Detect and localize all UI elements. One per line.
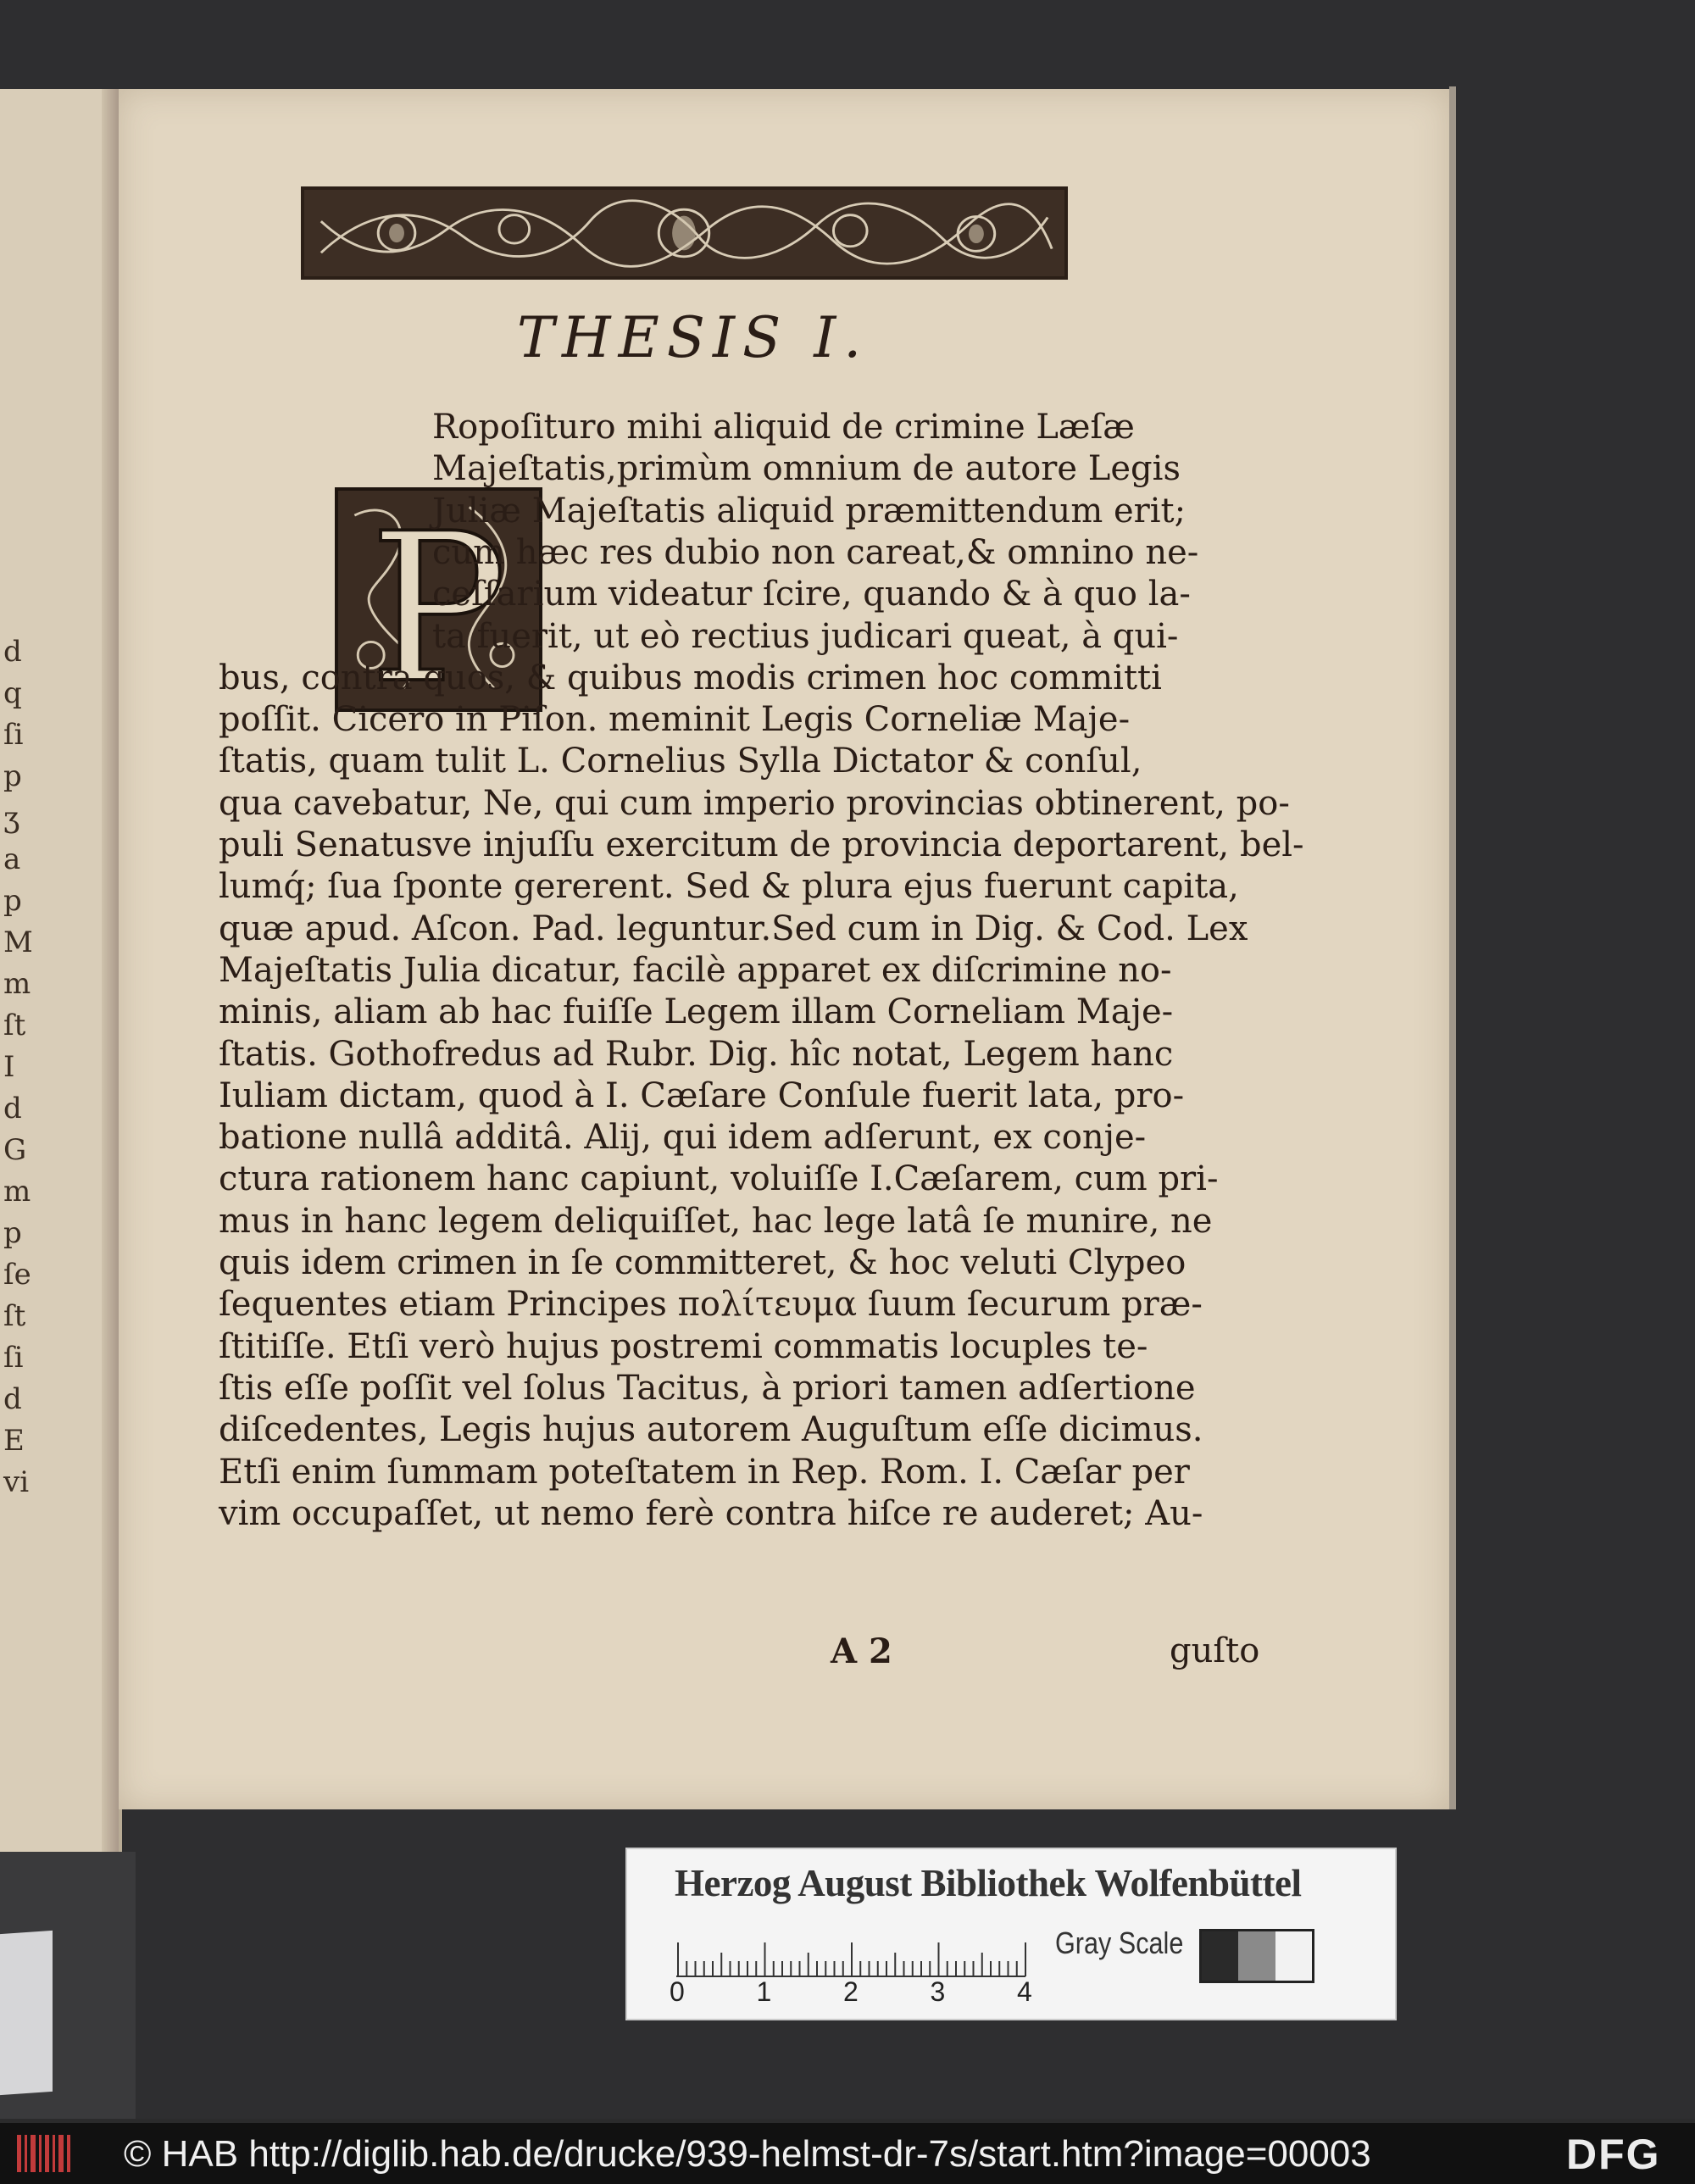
dfg-logo: DFG bbox=[1566, 2131, 1661, 2178]
facing-page-letter: d bbox=[3, 635, 22, 669]
gray-swatch-cell bbox=[1275, 1931, 1312, 1981]
facing-page-letter: d bbox=[3, 1092, 22, 1125]
facing-page-letter: m bbox=[3, 1175, 31, 1209]
text-line: ſtitiſſe. Etſi verò hujus postremi commatis locuples te- bbox=[219, 1326, 1148, 1366]
facing-page-edge bbox=[0, 89, 122, 1852]
facing-page-letter: ſt bbox=[3, 1009, 26, 1042]
ornament-graphic bbox=[304, 190, 1064, 276]
page-edge-shadow bbox=[1449, 86, 1456, 1809]
text-line: vim occupaſſet, ut nemo ferè contra hiſce re auderet; Au- bbox=[219, 1493, 1203, 1533]
text-line: ſequentes etiam Principes πολίτευμα ſuum ſecurum præ- bbox=[219, 1285, 1203, 1325]
text-line: Iuliam dictam, quod à I. Cæſare Conſule fuerit lata, pro- bbox=[219, 1075, 1185, 1115]
text-line: cum hæc res dubio non careat,& omnino ne- bbox=[432, 532, 1199, 572]
ruler-number: 2 bbox=[843, 1976, 859, 2007]
ruler-number: 3 bbox=[930, 1976, 946, 2007]
gray-swatch-cell bbox=[1202, 1931, 1238, 1981]
catchword: guſto bbox=[1170, 1631, 1260, 1670]
facing-page-letter: E bbox=[3, 1424, 25, 1458]
footer-bar bbox=[0, 2123, 1695, 2184]
page-gutter bbox=[102, 89, 119, 1852]
text-line: poſſit. Cicero in Piſon. meminit Legis Corneliæ Maje- bbox=[219, 700, 1131, 740]
ruler-number: 4 bbox=[1017, 1976, 1032, 2007]
facing-page-letter: I bbox=[3, 1050, 15, 1084]
facing-page-letter: p bbox=[3, 759, 22, 793]
text-line: Juliæ Majeſtatis aliquid præmittendum erit; bbox=[432, 491, 1186, 531]
facing-page-letter: M bbox=[3, 925, 33, 959]
gray-swatch-cell bbox=[1238, 1931, 1275, 1981]
text-line: Majeſtatis Julia dicatur, facilè apparet ex diſcrimine no- bbox=[219, 950, 1172, 990]
text-line: diſcedentes, Legis hujus autorem Auguſtum eſſe dicimus. bbox=[219, 1410, 1203, 1450]
facing-page-letter: m bbox=[3, 967, 31, 1001]
text-line: ſtatis. Gothofredus ad Rubr. Dig. hîc notat, Legem hanc bbox=[219, 1034, 1174, 1074]
thesis-heading: THESIS I. bbox=[517, 305, 870, 370]
text-line: batione nullâ additâ. Alij, qui idem adſerunt, ex conje- bbox=[219, 1118, 1147, 1158]
book-page bbox=[119, 89, 1449, 1809]
text-line: lumq́; ſua ſponte gererent. Sed & plura ejus fuerunt capita, bbox=[219, 867, 1239, 907]
text-line: ctura rationem hanc capiunt, voluiſſe I.Cæſarem, cum pri- bbox=[219, 1159, 1219, 1199]
text-line: mus in hanc legem deliquiſſet, hac lege latâ ſe munire, ne bbox=[219, 1201, 1213, 1241]
facing-page-letter: ſt bbox=[3, 1299, 26, 1333]
text-line: Etſi enim ſummam poteſtatem in Rep. Rom. I. Cæſar per bbox=[219, 1452, 1190, 1492]
library-color-card bbox=[625, 1848, 1397, 2020]
facing-page-letter: ſi bbox=[3, 718, 24, 752]
text-line: quis idem crimen in ſe committeret, & hoc veluti Clypeo bbox=[219, 1243, 1186, 1282]
facing-page-letter: G bbox=[3, 1133, 27, 1167]
headpiece-ornament bbox=[301, 186, 1068, 280]
text-line: ceſſarium videatur ſcire, quando & à quo la- bbox=[432, 575, 1191, 614]
barcode-icon bbox=[15, 2131, 75, 2176]
facing-page-letter: ʒ bbox=[3, 801, 20, 835]
facing-page-letter: p bbox=[3, 884, 22, 918]
text-line: ſtis eſſe poſſit vel ſolus Tacitus, à priori tamen adſertione bbox=[219, 1368, 1196, 1408]
svg-text:P: P bbox=[369, 491, 508, 709]
text-line: qua cavebatur, Ne, qui cum imperio provincias obtinerent, po- bbox=[219, 783, 1290, 823]
gray-scale-label: Gray Scale bbox=[1055, 1926, 1184, 1960]
facing-page-letter: a bbox=[3, 842, 21, 876]
copyright-link[interactable]: © HAB http://diglib.hab.de/drucke/939-helmst-dr-7s/start.htm?image=00003 bbox=[124, 2133, 1371, 2175]
text-line: puli Senatusve injuſſu exercitum de provincia deportarent, bel- bbox=[219, 825, 1304, 864]
paper-slip bbox=[0, 1931, 53, 2095]
ruler-number: 1 bbox=[756, 1976, 772, 2007]
signature-mark: A 2 bbox=[831, 1631, 892, 1671]
text-line: Ropoſituro mihi aliquid de crimine Læſæ bbox=[432, 408, 1135, 447]
text-line: quæ apud. Aſcon. Pad. leguntur.Sed cum in Dig. & Cod. Lex bbox=[219, 909, 1248, 948]
facing-page-letter: d bbox=[3, 1382, 22, 1416]
ruler-number: 0 bbox=[670, 1976, 685, 2007]
text-line: ſtatis, quam tulit L. Cornelius Sylla Dictator & conſul, bbox=[219, 742, 1142, 781]
facing-page-letter: q bbox=[3, 676, 22, 710]
facing-page-letters bbox=[3, 631, 34, 1503]
library-name: Herzog August Bibliothek Wolfenbüttel bbox=[675, 1862, 1302, 1904]
text-line: minis, aliam ab hac fuiſſe Legem illam Corneliam Maje- bbox=[219, 992, 1174, 1032]
facing-page-letter: ſi bbox=[3, 1341, 24, 1375]
facing-page-letter: p bbox=[3, 1216, 22, 1250]
text-line: bus, contra quos, & quibus modis crimen hoc committi bbox=[219, 658, 1162, 697]
facing-page-letter: ſe bbox=[3, 1258, 31, 1292]
gray-scale-swatch bbox=[1199, 1929, 1314, 1983]
text-line: ta fuerit, ut eò rectius judicari queat, à qui- bbox=[432, 616, 1179, 656]
facing-page-letter: vi bbox=[3, 1465, 30, 1499]
text-line: Majeſtatis,primùm omnium de autore Legis bbox=[432, 449, 1181, 489]
